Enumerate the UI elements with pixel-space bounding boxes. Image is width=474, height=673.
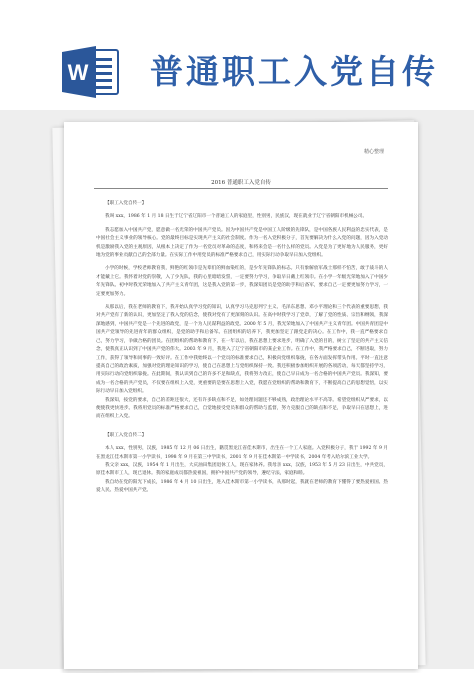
paragraph: 从那以后，我在老师的教育下，我开始认真学习党的知识，认真学习马克思列宁主义、毛泽东思想、邓小平理论和三个代表的重要思想，我对共产党有了新的认识，更加坚定了我入党的信念，使我对党有了更深刻的认识。在高中时我学习了党章，了解了党的性质、宗旨和纲领，我深深地感到，中国共产党是一个先进的政党，是一个为人民谋利益的政党。2000 年 5 月，我光荣地加入了中国共产主义青年团。中国共青团是中国共产党领导的先进青年的群众组织，是党的助手和后备军。在团组织的培养下，我更加坚定了跟党走的决心。在工作中，我一直严格要求自己，努力学习，争做合格的团员。在团组织的帮助和教育下，在一年以后，我在思想上要求进步，明确了入党的目的，树立了坚定的共产主义信念，使我真正认识到了中国共产党的伟大。2003 年 9 月，我进入了辽宁省朝阳市的某企业工作。在工作中，我严格要求自己，不断进取，努力工作，获得了领导和同事的一致好评。在工作中我始终以一个党员的标准要求自己，积极向党组织靠拢，在各方面发挥带头作用。平时一直注意提高自己的政治素质，加强对党的理论知识的学习，使自己在思想上与党组织保持一致。我还积极参加组织开展的各项活动，每天都坚持学习，用实际行动向党组织靠拢。在此期间，我认识到自己的许多不足和缺点，我将努力改正，使自己早日成为一名合格的中国共产党员。我深知，要成为一名合格的共产党员，不仅要在组织上入党，更重要的是要在思想上入党，我愿在党组织的帮助和教育下，不断提高自己的思想觉悟，以实际行动早日加入党组织。 (96, 305, 388, 395)
paragraph: 我父亲 xxx，汉族，1954 年 1 月出生，大庆油田集团退休工人，现在家休养。我母亲 xxx，汉族，1953 年 5 月 23 日出生，中共党员，原佳木斯市工人，现已退休。我的家庭成员都热爱祖国，拥护中国共产党的领导，遵纪守法，家庭和睦。 (96, 462, 388, 477)
document-page (64, 122, 418, 669)
paragraph: 我自幼在党的阳光下成长，1986 年 4 月 10 日出生，进入佳木斯市第一小学读书，从那时起，我就在老师的教育下懂得了要热爱祖国、热爱人民、热爱中国共产党。 (96, 479, 388, 494)
banner-title: 普通职工入党自传 (150, 52, 438, 91)
paragraph: 我深知，按党的要求，自己的差距还很大，还有许多缺点和不足，如处理问题还不够成熟，政治理论水平不高等。希望党组织从严要求，以便使我更快进步。我将用党员的标准严格要求自己，自觉地接受党员和群众的帮助与监督，努力克服自己的缺点和不足，争取早日在思想上，进而在组织上入党。 (96, 397, 388, 420)
word-logo-letter: W (67, 60, 89, 85)
paragraph: 我叫 xxx，1986 年 1 月 18 日生于辽宁省辽阳市一个普通工人的家庭里，性别男，民族汉，现在就业于辽宁省朝阳市机械公司。 (105, 214, 368, 220)
page-header-note: 精心整理 (363, 149, 384, 155)
section-heading-1: 【职工入党自传一】 (105, 201, 147, 206)
document-title: 2016 普通职工入党自传 (211, 180, 271, 186)
paragraph: 我志愿加入中国共产党，愿意做一名光荣的中国共产党员。因为中国共产党是中国工人阶级的先锋队，是中国各族人民利益的忠实代表，是中国社会主义事业的领导核心。党的最终目标是实现共产主义的社会制度。作为一名入党积极分子，首先要解决为什么入党的问题，因为入党动机是激励我入党的主观原因，从根本上决定了作为一名党员对革命的态度，和将来会是一名什么样的党员。入党是为了更好地为人民服务，更好地为党的事业贡献自己的全部力量。在实际工作中用党员的标准严格要求自己，用实际行动争取早日加入党组织。 (96, 227, 388, 259)
document-body (96, 200, 388, 496)
section-heading-2: 【职工入党自传二】 (105, 432, 147, 438)
paragraph: 小学的时候，学校老师教育我，鲜艳的红领巾是先辈们的鲜血染红的，是少年先锋队的标志。只有象解放军战士那样不怕苦，敢于战斗的人才能戴上它。我怀着对党的崇敬，入了少先队，我的心里暗暗发誓，一定要努力学习，争取早日戴上红领巾。在小学一年级光荣地加入了中国少年先锋队。初中时我光荣地加入了共产主义青年团，这是我入党的第一步，我深知团员是党的助手和后备军，要求自己一定要更加努力学习，一定要更加努力。 (96, 266, 388, 297)
word-icon (62, 46, 120, 98)
title-divider (94, 188, 388, 189)
paragraph: 本人 xxx，性别男，汉族，1985 年 12 月 06 日出生，籍贯黑龙江省佳木斯市，出生在一个工人家庭。入党积极分子，我于 1992 年 9 月在黑龙江佳木斯市第一小学读书，1998 年 9 月在第三中学读书，2001 年 9 月在佳木斯第一中学读书，2004 年考入哈尔滨工业大学。 (96, 446, 388, 460)
banner (0, 0, 474, 118)
